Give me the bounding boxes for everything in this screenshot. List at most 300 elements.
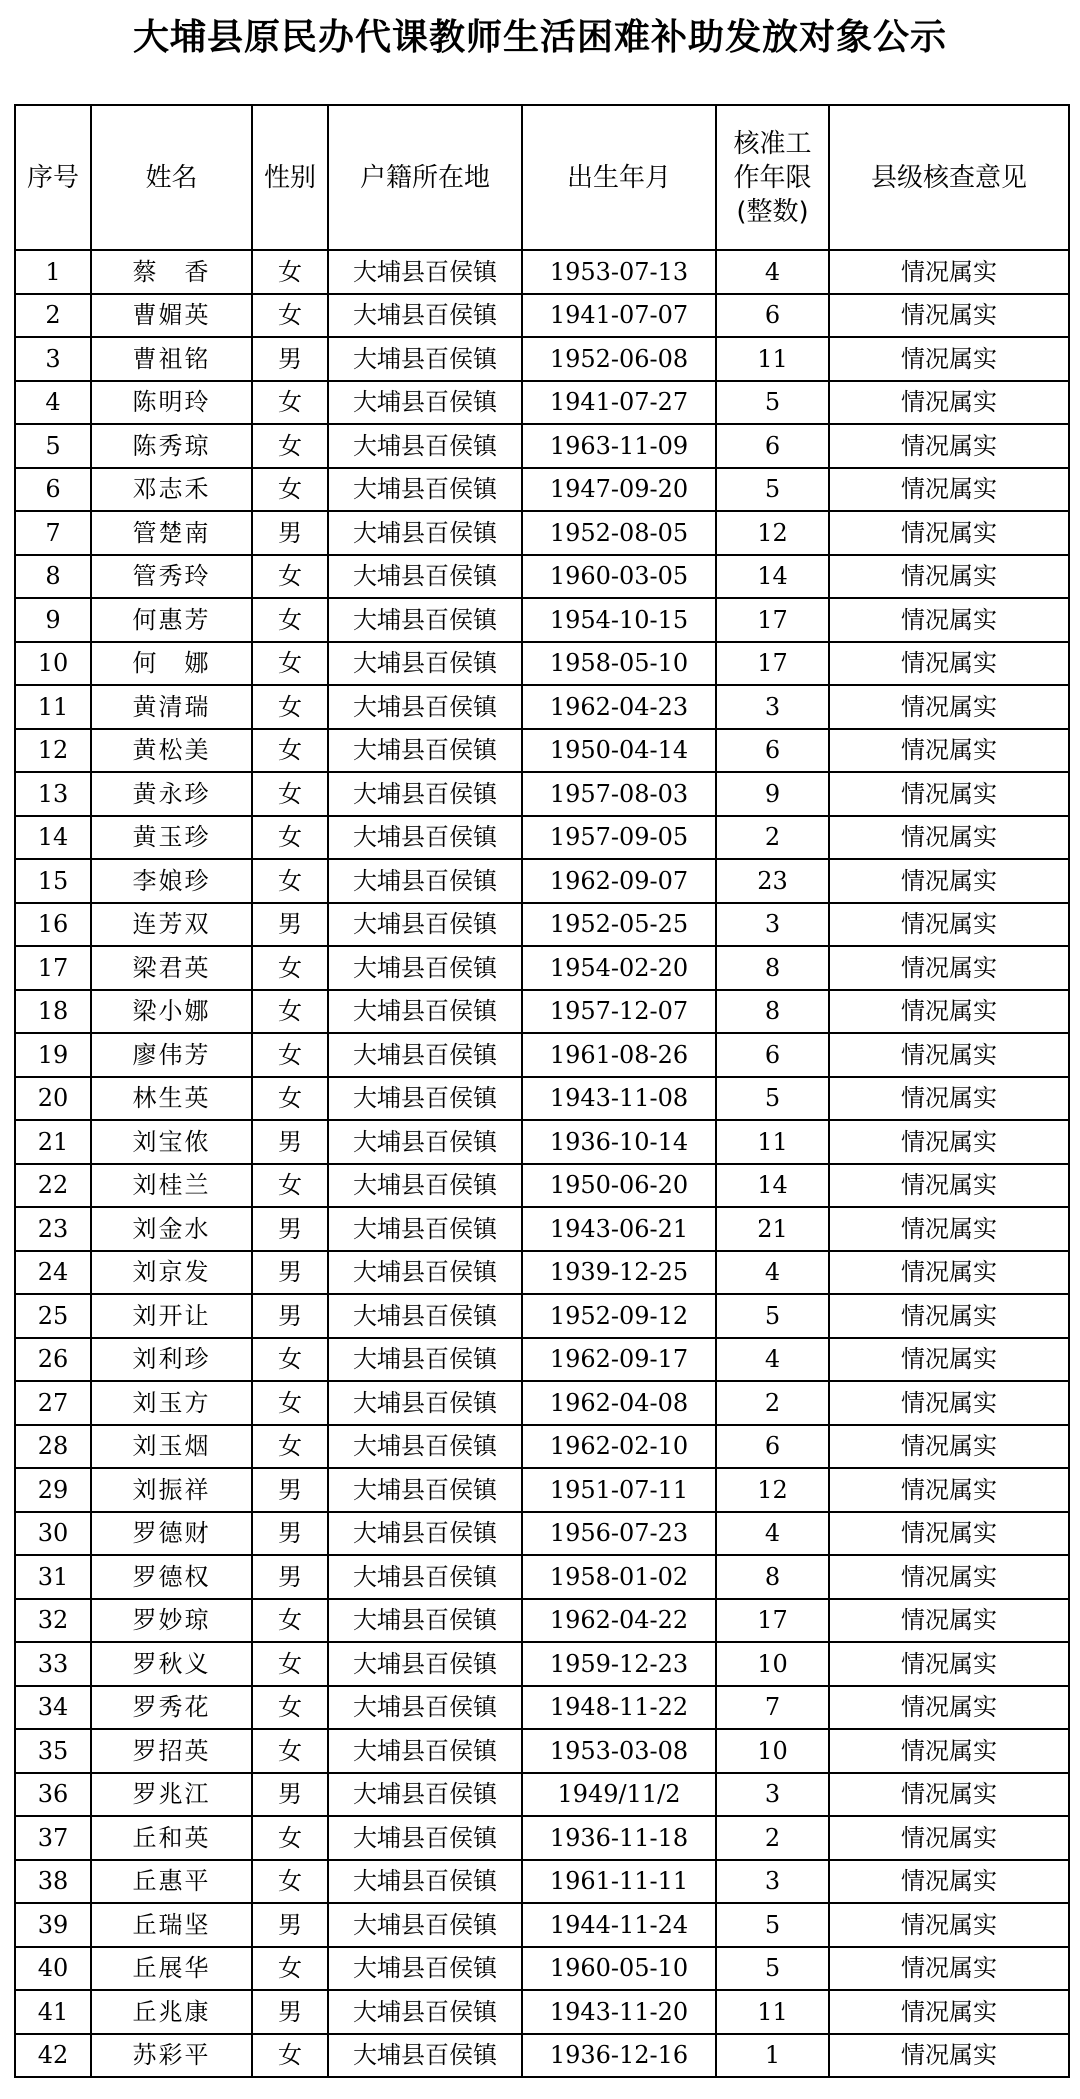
cell-birth-date: 1936-11-18 [522, 1816, 716, 1860]
cell-county-opinion: 情况属实 [829, 1468, 1069, 1512]
cell-index: 27 [15, 1381, 91, 1425]
table-row [15, 685, 1069, 729]
cell-residence: 大埔县百侯镇 [328, 685, 522, 729]
cell-residence: 大埔县百侯镇 [328, 424, 522, 468]
cell-work-years: 10 [716, 1729, 829, 1773]
cell-gender: 女 [252, 250, 328, 294]
cell-index: 24 [15, 1251, 91, 1295]
cell-residence: 大埔县百侯镇 [328, 729, 522, 773]
cell-index: 18 [15, 990, 91, 1034]
cell-name: 曹祖铭 [91, 337, 252, 381]
cell-gender: 女 [252, 685, 328, 729]
cell-birth-date: 1958-01-02 [522, 1555, 716, 1599]
cell-residence: 大埔县百侯镇 [328, 1860, 522, 1904]
cell-county-opinion: 情况属实 [829, 1947, 1069, 1991]
cell-gender: 女 [252, 1947, 328, 1991]
cell-index: 41 [15, 1990, 91, 2034]
cell-birth-date: 1962-09-17 [522, 1338, 716, 1382]
cell-gender: 女 [252, 946, 328, 990]
header-work-years: 核准工作年限(整数) [716, 105, 829, 250]
cell-work-years: 10 [716, 1642, 829, 1686]
cell-index: 35 [15, 1729, 91, 1773]
cell-birth-date: 1941-07-07 [522, 294, 716, 338]
cell-index: 32 [15, 1599, 91, 1643]
cell-birth-date: 1961-08-26 [522, 1033, 716, 1077]
cell-index: 23 [15, 1207, 91, 1251]
cell-gender: 女 [252, 1729, 328, 1773]
header-residence: 户籍所在地 [328, 105, 522, 250]
table-row [15, 1512, 1069, 1556]
cell-residence: 大埔县百侯镇 [328, 555, 522, 599]
cell-gender: 女 [252, 555, 328, 599]
cell-residence: 大埔县百侯镇 [328, 642, 522, 686]
cell-residence: 大埔县百侯镇 [328, 1686, 522, 1730]
cell-county-opinion: 情况属实 [829, 1816, 1069, 1860]
cell-index: 29 [15, 1468, 91, 1512]
cell-residence: 大埔县百侯镇 [328, 903, 522, 947]
cell-index: 20 [15, 1077, 91, 1121]
cell-residence: 大埔县百侯镇 [328, 1207, 522, 1251]
table-row [15, 1294, 1069, 1338]
cell-index: 19 [15, 1033, 91, 1077]
cell-county-opinion: 情况属实 [829, 685, 1069, 729]
cell-work-years: 5 [716, 381, 829, 425]
cell-work-years: 6 [716, 424, 829, 468]
cell-gender: 男 [252, 1294, 328, 1338]
cell-gender: 男 [252, 903, 328, 947]
header-birth-date: 出生年月 [522, 105, 716, 250]
cell-residence: 大埔县百侯镇 [328, 1729, 522, 1773]
cell-birth-date: 1953-03-08 [522, 1729, 716, 1773]
cell-name: 丘瑞坚 [91, 1903, 252, 1947]
table-row [15, 816, 1069, 860]
cell-residence: 大埔县百侯镇 [328, 250, 522, 294]
cell-birth-date: 1961-11-11 [522, 1860, 716, 1904]
cell-name: 罗德财 [91, 1512, 252, 1556]
cell-birth-date: 1957-08-03 [522, 772, 716, 816]
cell-birth-date: 1949/11/2 [522, 1773, 716, 1817]
cell-name: 邓志禾 [91, 468, 252, 512]
cell-residence: 大埔县百侯镇 [328, 1642, 522, 1686]
cell-work-years: 1 [716, 2034, 829, 2078]
table-row [15, 1251, 1069, 1295]
cell-residence: 大埔县百侯镇 [328, 381, 522, 425]
cell-name: 梁小娜 [91, 990, 252, 1034]
cell-residence: 大埔县百侯镇 [328, 2034, 522, 2078]
cell-county-opinion: 情况属实 [829, 1033, 1069, 1077]
cell-name: 刘玉烟 [91, 1425, 252, 1469]
cell-index: 25 [15, 1294, 91, 1338]
cell-county-opinion: 情况属实 [829, 1686, 1069, 1730]
cell-name: 刘京发 [91, 1251, 252, 1295]
cell-gender: 女 [252, 424, 328, 468]
cell-gender: 女 [252, 1425, 328, 1469]
cell-gender: 男 [252, 1990, 328, 2034]
cell-gender: 女 [252, 1599, 328, 1643]
cell-index: 5 [15, 424, 91, 468]
cell-birth-date: 1960-05-10 [522, 1947, 716, 1991]
cell-county-opinion: 情况属实 [829, 1251, 1069, 1295]
cell-county-opinion: 情况属实 [829, 903, 1069, 947]
cell-gender: 男 [252, 511, 328, 555]
cell-work-years: 6 [716, 729, 829, 773]
cell-county-opinion: 情况属实 [829, 1729, 1069, 1773]
cell-index: 30 [15, 1512, 91, 1556]
cell-name: 丘惠平 [91, 1860, 252, 1904]
cell-county-opinion: 情况属实 [829, 1338, 1069, 1382]
cell-work-years: 14 [716, 1164, 829, 1208]
cell-birth-date: 1959-12-23 [522, 1642, 716, 1686]
cell-county-opinion: 情况属实 [829, 1599, 1069, 1643]
cell-birth-date: 1963-11-09 [522, 424, 716, 468]
cell-birth-date: 1956-07-23 [522, 1512, 716, 1556]
cell-work-years: 17 [716, 1599, 829, 1643]
cell-work-years: 4 [716, 1251, 829, 1295]
cell-work-years: 21 [716, 1207, 829, 1251]
cell-gender: 女 [252, 1338, 328, 1382]
cell-county-opinion: 情况属实 [829, 990, 1069, 1034]
cell-gender: 男 [252, 1251, 328, 1295]
cell-birth-date: 1943-11-20 [522, 1990, 716, 2034]
cell-birth-date: 1952-06-08 [522, 337, 716, 381]
recipients-table [14, 104, 1070, 2078]
table-row [15, 1773, 1069, 1817]
cell-name: 何 娜 [91, 642, 252, 686]
table-row [15, 1425, 1069, 1469]
cell-county-opinion: 情况属实 [829, 859, 1069, 903]
cell-name: 罗兆江 [91, 1773, 252, 1817]
cell-index: 6 [15, 468, 91, 512]
cell-work-years: 5 [716, 468, 829, 512]
cell-birth-date: 1950-06-20 [522, 1164, 716, 1208]
cell-birth-date: 1948-11-22 [522, 1686, 716, 1730]
cell-name: 刘玉方 [91, 1381, 252, 1425]
cell-residence: 大埔县百侯镇 [328, 1425, 522, 1469]
cell-name: 林生英 [91, 1077, 252, 1121]
table-row [15, 2034, 1069, 2078]
cell-name: 刘宝侬 [91, 1120, 252, 1164]
cell-birth-date: 1939-12-25 [522, 1251, 716, 1295]
cell-index: 36 [15, 1773, 91, 1817]
cell-index: 22 [15, 1164, 91, 1208]
table-row [15, 903, 1069, 947]
cell-residence: 大埔县百侯镇 [328, 1164, 522, 1208]
table-row [15, 1860, 1069, 1904]
cell-county-opinion: 情况属实 [829, 468, 1069, 512]
cell-birth-date: 1957-09-05 [522, 816, 716, 860]
cell-birth-date: 1952-08-05 [522, 511, 716, 555]
cell-work-years: 12 [716, 1468, 829, 1512]
cell-name: 管秀玲 [91, 555, 252, 599]
cell-index: 39 [15, 1903, 91, 1947]
cell-work-years: 2 [716, 816, 829, 860]
cell-birth-date: 1952-05-25 [522, 903, 716, 947]
cell-name: 丘兆康 [91, 1990, 252, 2034]
table-row [15, 424, 1069, 468]
cell-county-opinion: 情况属实 [829, 946, 1069, 990]
cell-gender: 男 [252, 1903, 328, 1947]
cell-residence: 大埔县百侯镇 [328, 598, 522, 642]
cell-residence: 大埔县百侯镇 [328, 1338, 522, 1382]
cell-birth-date: 1944-11-24 [522, 1903, 716, 1947]
table-row [15, 1990, 1069, 2034]
cell-work-years: 4 [716, 1512, 829, 1556]
table-row [15, 1468, 1069, 1512]
cell-gender: 男 [252, 1120, 328, 1164]
cell-residence: 大埔县百侯镇 [328, 511, 522, 555]
table-row [15, 772, 1069, 816]
cell-name: 刘桂兰 [91, 1164, 252, 1208]
cell-gender: 女 [252, 1077, 328, 1121]
cell-birth-date: 1954-10-15 [522, 598, 716, 642]
cell-name: 罗德权 [91, 1555, 252, 1599]
cell-county-opinion: 情况属实 [829, 424, 1069, 468]
cell-index: 38 [15, 1860, 91, 1904]
cell-county-opinion: 情况属实 [829, 1642, 1069, 1686]
cell-residence: 大埔县百侯镇 [328, 468, 522, 512]
cell-county-opinion: 情况属实 [829, 1773, 1069, 1817]
cell-work-years: 6 [716, 1033, 829, 1077]
cell-index: 33 [15, 1642, 91, 1686]
cell-name: 黄松美 [91, 729, 252, 773]
table-row [15, 294, 1069, 338]
cell-name: 苏彩平 [91, 2034, 252, 2078]
cell-gender: 女 [252, 990, 328, 1034]
cell-work-years: 2 [716, 1816, 829, 1860]
cell-index: 1 [15, 250, 91, 294]
cell-gender: 女 [252, 642, 328, 686]
cell-work-years: 3 [716, 1773, 829, 1817]
cell-index: 3 [15, 337, 91, 381]
cell-work-years: 14 [716, 555, 829, 599]
cell-birth-date: 1962-02-10 [522, 1425, 716, 1469]
table-row [15, 1120, 1069, 1164]
table-row [15, 1555, 1069, 1599]
cell-birth-date: 1962-09-07 [522, 859, 716, 903]
table-row [15, 511, 1069, 555]
cell-county-opinion: 情况属实 [829, 598, 1069, 642]
cell-work-years: 17 [716, 642, 829, 686]
cell-name: 蔡 香 [91, 250, 252, 294]
cell-gender: 女 [252, 1164, 328, 1208]
table-row [15, 1903, 1069, 1947]
table-row [15, 1686, 1069, 1730]
cell-gender: 女 [252, 1381, 328, 1425]
cell-birth-date: 1954-02-20 [522, 946, 716, 990]
cell-county-opinion: 情况属实 [829, 816, 1069, 860]
cell-residence: 大埔县百侯镇 [328, 1512, 522, 1556]
header-gender: 性别 [252, 105, 328, 250]
cell-residence: 大埔县百侯镇 [328, 772, 522, 816]
cell-work-years: 4 [716, 1338, 829, 1382]
document-title: 大埔县原民办代课教师生活困难补助发放对象公示 [132, 17, 947, 58]
cell-index: 15 [15, 859, 91, 903]
header-name: 姓名 [91, 105, 252, 250]
table-row [15, 381, 1069, 425]
cell-county-opinion: 情况属实 [829, 642, 1069, 686]
cell-work-years: 11 [716, 1990, 829, 2034]
cell-birth-date: 1950-04-14 [522, 729, 716, 773]
cell-birth-date: 1962-04-22 [522, 1599, 716, 1643]
cell-residence: 大埔县百侯镇 [328, 859, 522, 903]
table-row [15, 598, 1069, 642]
cell-county-opinion: 情况属实 [829, 1425, 1069, 1469]
cell-birth-date: 1936-12-16 [522, 2034, 716, 2078]
cell-gender: 男 [252, 1512, 328, 1556]
cell-index: 14 [15, 816, 91, 860]
cell-name: 刘金水 [91, 1207, 252, 1251]
cell-work-years: 6 [716, 294, 829, 338]
cell-name: 李娘珍 [91, 859, 252, 903]
cell-name: 陈秀琼 [91, 424, 252, 468]
cell-index: 7 [15, 511, 91, 555]
cell-gender: 女 [252, 772, 328, 816]
cell-county-opinion: 情况属实 [829, 294, 1069, 338]
table-row [15, 1381, 1069, 1425]
cell-name: 罗秋义 [91, 1642, 252, 1686]
cell-residence: 大埔县百侯镇 [328, 1816, 522, 1860]
cell-gender: 女 [252, 381, 328, 425]
table-header-row [15, 105, 1069, 250]
table-body [15, 250, 1069, 2077]
cell-name: 何惠芳 [91, 598, 252, 642]
cell-county-opinion: 情况属实 [829, 1512, 1069, 1556]
cell-county-opinion: 情况属实 [829, 1903, 1069, 1947]
cell-birth-date: 1953-07-13 [522, 250, 716, 294]
cell-gender: 女 [252, 859, 328, 903]
cell-index: 31 [15, 1555, 91, 1599]
cell-residence: 大埔县百侯镇 [328, 1077, 522, 1121]
cell-gender: 女 [252, 468, 328, 512]
cell-work-years: 5 [716, 1077, 829, 1121]
cell-county-opinion: 情况属实 [829, 1990, 1069, 2034]
cell-index: 28 [15, 1425, 91, 1469]
cell-work-years: 5 [716, 1903, 829, 1947]
cell-index: 10 [15, 642, 91, 686]
cell-county-opinion: 情况属实 [829, 1077, 1069, 1121]
cell-work-years: 3 [716, 685, 829, 729]
cell-gender: 男 [252, 337, 328, 381]
cell-residence: 大埔县百侯镇 [328, 816, 522, 860]
cell-residence: 大埔县百侯镇 [328, 1251, 522, 1295]
cell-residence: 大埔县百侯镇 [328, 337, 522, 381]
cell-gender: 男 [252, 1773, 328, 1817]
table-row [15, 729, 1069, 773]
cell-index: 11 [15, 685, 91, 729]
cell-birth-date: 1943-11-08 [522, 1077, 716, 1121]
table-row [15, 859, 1069, 903]
header-index: 序号 [15, 105, 91, 250]
cell-name: 刘振祥 [91, 1468, 252, 1512]
cell-index: 37 [15, 1816, 91, 1860]
cell-name: 曹媚英 [91, 294, 252, 338]
cell-birth-date: 1943-06-21 [522, 1207, 716, 1251]
cell-residence: 大埔县百侯镇 [328, 946, 522, 990]
cell-work-years: 17 [716, 598, 829, 642]
cell-index: 2 [15, 294, 91, 338]
table-row [15, 555, 1069, 599]
cell-index: 34 [15, 1686, 91, 1730]
cell-name: 丘和英 [91, 1816, 252, 1860]
table-row [15, 1207, 1069, 1251]
cell-county-opinion: 情况属实 [829, 772, 1069, 816]
cell-residence: 大埔县百侯镇 [328, 294, 522, 338]
cell-residence: 大埔县百侯镇 [328, 1599, 522, 1643]
table-row [15, 990, 1069, 1034]
cell-name: 黄清瑞 [91, 685, 252, 729]
cell-birth-date: 1962-04-23 [522, 685, 716, 729]
table-row [15, 1816, 1069, 1860]
cell-county-opinion: 情况属实 [829, 555, 1069, 599]
cell-birth-date: 1958-05-10 [522, 642, 716, 686]
cell-birth-date: 1962-04-08 [522, 1381, 716, 1425]
cell-name: 黄永珍 [91, 772, 252, 816]
cell-index: 8 [15, 555, 91, 599]
cell-index: 17 [15, 946, 91, 990]
cell-work-years: 5 [716, 1294, 829, 1338]
cell-county-opinion: 情况属实 [829, 381, 1069, 425]
cell-county-opinion: 情况属实 [829, 250, 1069, 294]
cell-gender: 女 [252, 294, 328, 338]
cell-index: 9 [15, 598, 91, 642]
cell-name: 廖伟芳 [91, 1033, 252, 1077]
table-row [15, 946, 1069, 990]
cell-work-years: 11 [716, 337, 829, 381]
cell-index: 13 [15, 772, 91, 816]
cell-index: 42 [15, 2034, 91, 2078]
cell-birth-date: 1941-07-27 [522, 381, 716, 425]
cell-gender: 女 [252, 816, 328, 860]
cell-county-opinion: 情况属实 [829, 2034, 1069, 2078]
cell-gender: 女 [252, 1860, 328, 1904]
cell-work-years: 9 [716, 772, 829, 816]
cell-residence: 大埔县百侯镇 [328, 990, 522, 1034]
cell-work-years: 8 [716, 990, 829, 1034]
cell-gender: 女 [252, 598, 328, 642]
cell-name: 管楚南 [91, 511, 252, 555]
cell-county-opinion: 情况属实 [829, 1381, 1069, 1425]
cell-index: 16 [15, 903, 91, 947]
cell-gender: 女 [252, 1033, 328, 1077]
cell-county-opinion: 情况属实 [829, 1555, 1069, 1599]
cell-name: 陈明玲 [91, 381, 252, 425]
cell-residence: 大埔县百侯镇 [328, 1903, 522, 1947]
cell-index: 4 [15, 381, 91, 425]
cell-gender: 女 [252, 2034, 328, 2078]
cell-residence: 大埔县百侯镇 [328, 1990, 522, 2034]
table-row [15, 1642, 1069, 1686]
cell-residence: 大埔县百侯镇 [328, 1555, 522, 1599]
cell-name: 刘开让 [91, 1294, 252, 1338]
cell-birth-date: 1957-12-07 [522, 990, 716, 1034]
cell-gender: 男 [252, 1555, 328, 1599]
cell-name: 罗招英 [91, 1729, 252, 1773]
cell-work-years: 4 [716, 250, 829, 294]
cell-name: 罗秀花 [91, 1686, 252, 1730]
header-county-opinion: 县级核查意见 [829, 105, 1069, 250]
cell-work-years: 2 [716, 1381, 829, 1425]
cell-county-opinion: 情况属实 [829, 1207, 1069, 1251]
cell-county-opinion: 情况属实 [829, 1294, 1069, 1338]
cell-work-years: 11 [716, 1120, 829, 1164]
table-row [15, 1729, 1069, 1773]
cell-residence: 大埔县百侯镇 [328, 1773, 522, 1817]
cell-index: 40 [15, 1947, 91, 1991]
cell-birth-date: 1936-10-14 [522, 1120, 716, 1164]
cell-residence: 大埔县百侯镇 [328, 1120, 522, 1164]
cell-name: 连芳双 [91, 903, 252, 947]
cell-residence: 大埔县百侯镇 [328, 1033, 522, 1077]
